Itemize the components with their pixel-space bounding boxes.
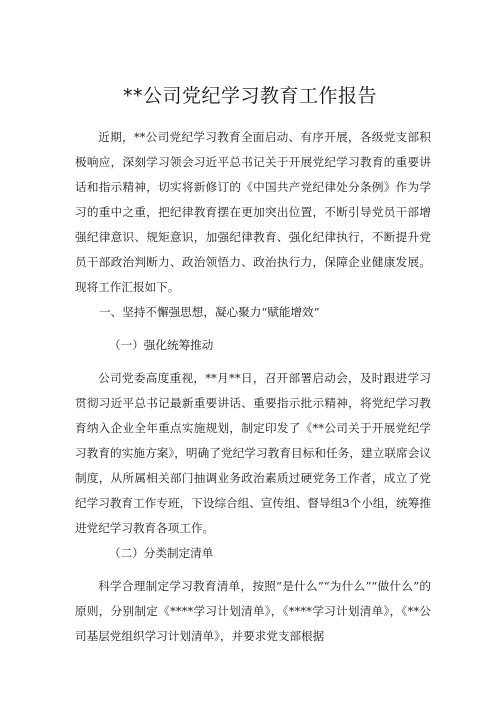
intro-paragraph: 近期，**公司党纪学习教育全面启动、有序开展，各级党支部积极响应，深刻学习领会习近平总书记关于开展党纪学习教育的重要讲话和指示精神，切实将新修订的《中国共产党纪律处分条例》作为学习的重中之重，把纪律教育摆在更加突出位置，不断引导党员干部增强纪律意识、规矩意识，加强纪律教育、强化纪律执行，不断提升党员干部政治判断力、政治领悟力、政治执行力，保障企业健康发展。现将工作汇报如下。	[75, 130, 431, 294]
subsection-2-paragraph: 科学合理制定学习教育清单，按照“是什么”“为什么”“做什么”的原则，分别制定《****学习计划清单》，《****学习计划清单》，《**公司基层党组织学习计划清单》，并要求党支部根据	[75, 579, 431, 643]
document-title: **公司党纪学习教育工作报告	[122, 85, 377, 107]
subsection-heading-2: （二）分类制定清单	[109, 546, 214, 560]
subsection-heading-1: （一）强化统筹推动	[109, 338, 214, 352]
section-heading-1: 一、坚持不懈强思想，凝心聚力“赋能增效”	[99, 305, 320, 319]
subsection-1-paragraph: 公司党委高度重视，**月**日，召开部署启动会，及时跟进学习贯彻习近平总书记最新重要讲话、重要指示批示精神，将党纪学习教育纳入企业全年重点实施规划，制定印发了《**公司关于开展党纪学习教育的实施方案》，明确了党纪学习教育目标和任务，建立联席会议制度，从所属相关部门抽调业务政治素质过硬党务工作者，成立了党纪学习教育工作专班，下设综合组、宣传组、督导组3个小组，统筹推进党纪学习教育各项工作。	[75, 371, 431, 535]
